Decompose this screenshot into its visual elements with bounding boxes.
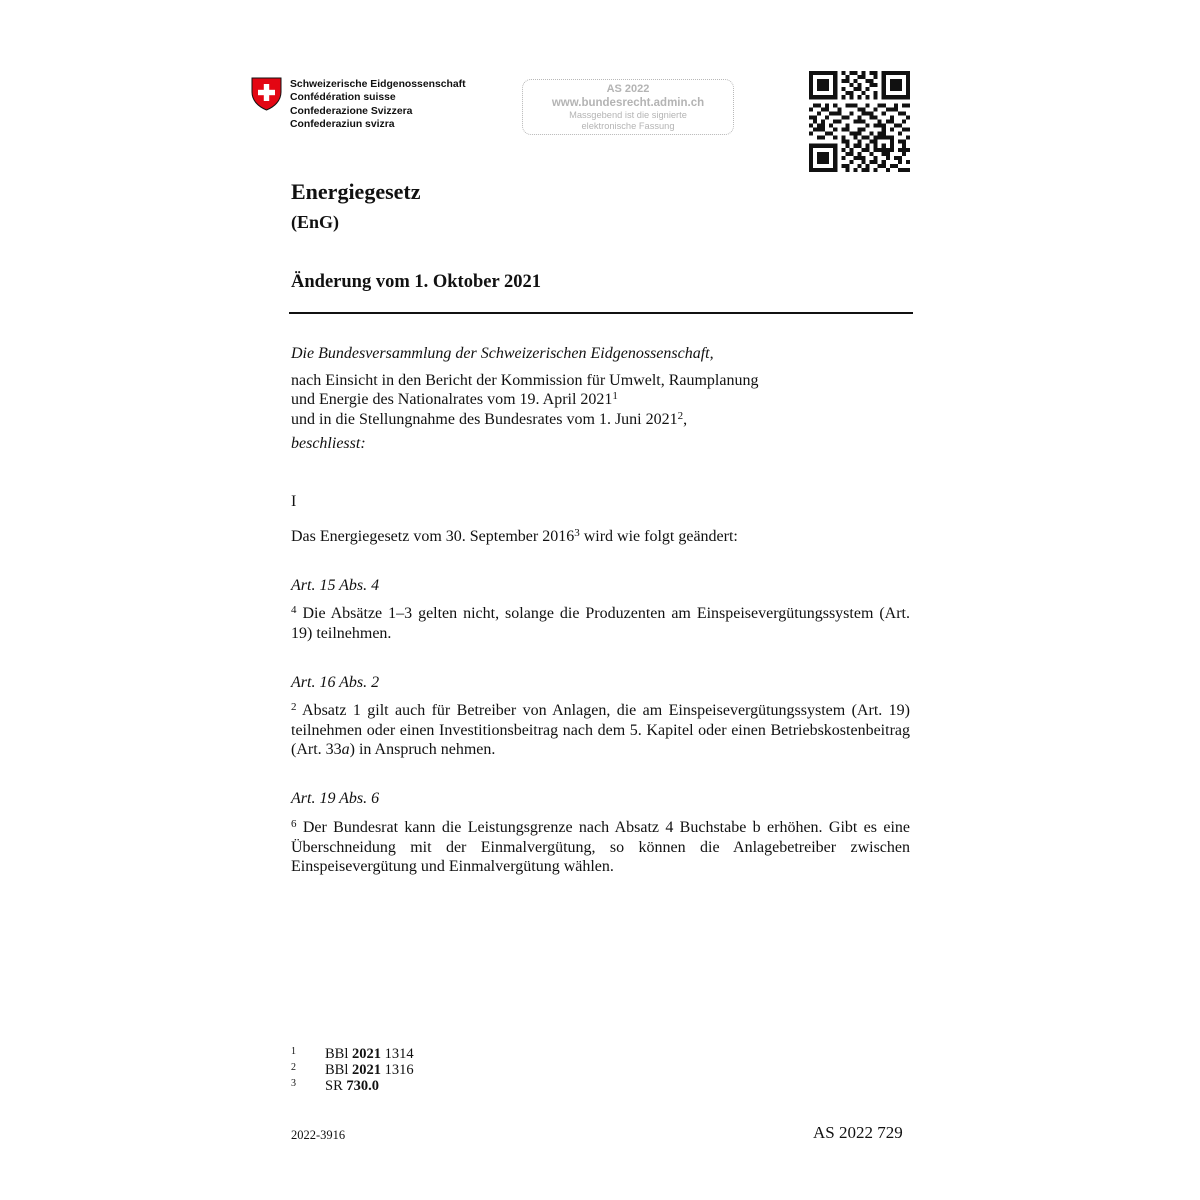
confederation-name-rm: Confederaziun svizra [290,118,395,130]
preamble-line-2: und Energie des Nationalrates vom 19. April 2021$^1$ [291,390,618,408]
preamble-line-3: und in die Stellungnahme des Bundesrates vom 1. Juni 2021$^2$, [291,409,688,428]
footnote [291,1078,414,1094]
paragraph-number: 6 [291,818,297,830]
confederation-logo [251,77,481,137]
preamble-issuer: Die Bundesversammlung der Schweizerischen Eidgenossenschaft, [291,345,714,362]
paragraph-number: 4 [291,604,297,616]
footnote-ref-2[interactable]: 2 [677,409,684,422]
footnote-number: 3 [291,1078,296,1089]
paragraph-number: 2 [291,701,297,713]
section-intro: Das Energiegesetz vom 30. September 2016$^3$ wird wie folgt geändert: [291,527,738,545]
article-heading: Art. 16 Abs. 2 [291,674,380,691]
footnotes [291,1046,414,1094]
stamp-collection: AS 2022 [606,83,650,95]
confederation-names [290,78,466,131]
document-number: 2022-3916 [291,1128,346,1142]
footnote-text: BBl 2021 1316 [325,1062,414,1078]
preamble-line-1: nach Einsicht in den Bericht der Kommission für Umwelt, Raumplanung [291,371,759,389]
footnote-text: SR 730.0 [325,1078,379,1094]
stamp-note-1: Massgebend ist die signierte [569,110,687,120]
stamp-url: www.bundesrecht.admin.ch [551,97,705,109]
publication-stamp [522,79,734,135]
footnote-number: 1 [291,1046,296,1057]
preamble-resolution: beschliesst: [291,435,366,452]
law-title: Energiegesetz [291,179,421,204]
section-number: I [291,493,297,510]
article-paragraph: $^4$ Die Absätze 1–3 gelten nicht, solange die Produzenten am Einspeisevergütungssystem (Art. 19) teilnehmen. [291,604,910,642]
qr-code [809,71,910,172]
article-heading: Art. 19 Abs. 6 [291,790,380,807]
stamp-note-2: elektronische Fassung [581,121,675,131]
footnote-text: BBl 2021 1314 [325,1046,414,1062]
footnote-ref-3[interactable]: 3 [574,527,580,539]
official-collection-number: AS 2022 729 [813,1123,903,1142]
footnote-ref-1[interactable]: 1 [612,390,618,402]
article-heading: Art. 15 Abs. 4 [291,577,380,594]
amendment-date: Änderung vom 1. Oktober 2021 [291,272,541,292]
title-divider [289,312,913,314]
confederation-name-it: Confederazione Svizzera [290,105,413,117]
confederation-name-fr: Confédération suisse [290,92,396,104]
footnote-number: 2 [291,1062,296,1073]
confederation-name-de: Schweizerische Eidgenossenschaft [290,79,466,90]
preamble [291,344,851,454]
article-paragraph: $^6$ Der Bundesrat kann die Leistungsgrenze nach Absatz 4 Buchstabe b erhöhen. Gibt es eine Überschneidung mit der Einmalvergütung, so können die Anlagebetreiber zwischen Einspeisevergütung und Einmalvergütung wählen. [291,818,910,875]
law-abbreviation: (EnG) [291,212,340,232]
swiss-shield-icon [251,77,282,111]
article-paragraph: $^2$ Absatz 1 gilt auch für Betreiber von Anlagen, die am Einspeisevergütungssystem (Art. 19) teilnehmen oder einen Investitionsbeitrag nach dem 5. Kapitel oder einen Betriebskostenbeitrag (Art. 33a) in Anspruch nehmen. [291,701,910,758]
